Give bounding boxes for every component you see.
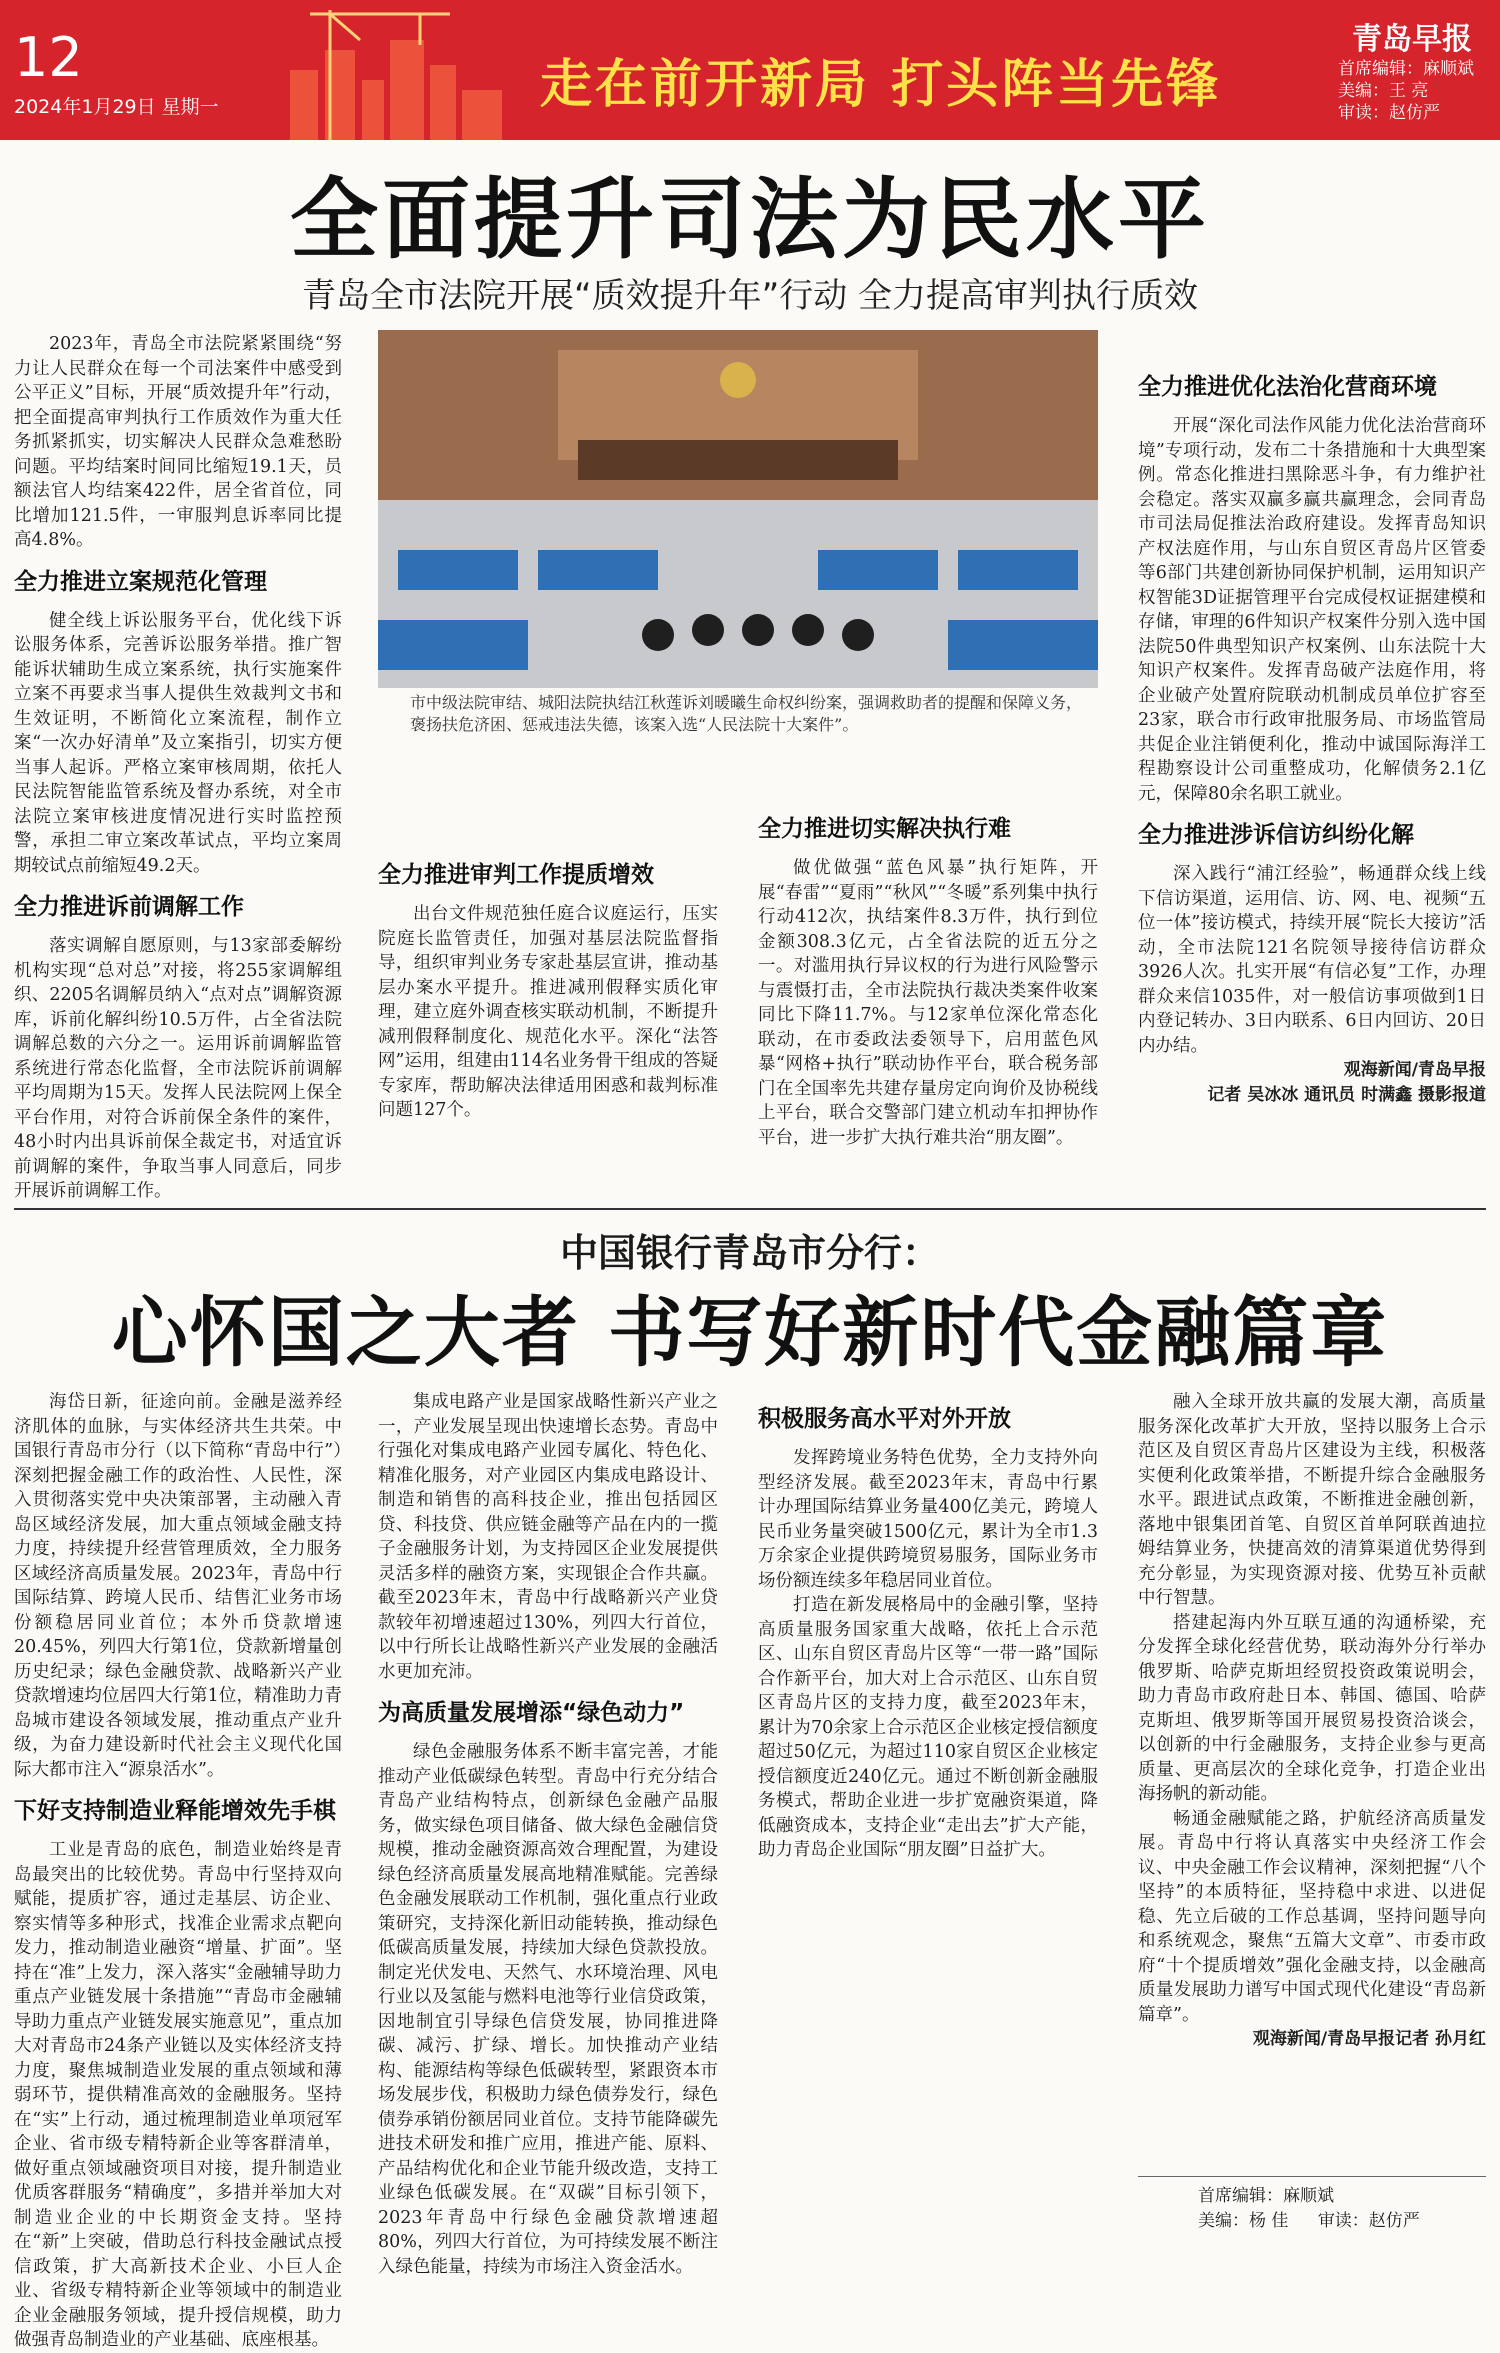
art-editor: 美编：王 亮 bbox=[1338, 81, 1429, 101]
proofreader: 审读：赵仿严 bbox=[1338, 103, 1440, 123]
story-divider bbox=[14, 1208, 1486, 1210]
story2-column-4 bbox=[1138, 1390, 1486, 2160]
story2-sec2-title: 为高质量发展增添“绿色动力” bbox=[378, 1700, 685, 1726]
story1-sec3-text: 出台文件规范独任庭合议庭运行，压实院庭长监管责任，加强对基层法院监督指导，组织审判业务专家赴基层宣讲，推动基层办案水平提升。推进减刑假释实质化审理，建立庭外调查核实联动机制，不断提升减刑假释制度化、规范化水平。深化“法答网”运用，组建由114名业务骨干组成的答疑专家库，帮助解决法律适用困惑和裁判标准问题127个。 bbox=[378, 904, 718, 1120]
story1-sec5-text: 开展“深化司法作风能力优化法治营商环境”专项行动，发布二十条措施和十大典型案例。常态化推进扫黑除恶斗争，有力维护社会稳定。落实双赢多赢共赢理念，会同青岛市司法局促推法治政府建设。发挥青岛知识产权法庭作用，与山东自贸区青岛片区管委等6部门共建创新协同保护机制，运用知识产权智能3D证据管理平台完成侵权证据建模和存储，审理的6件知识产权案件分别入选中国法院50件典型知识产权案例、山东法院十大知识产权案件。发挥青岛破产法庭作用，将企业破产处置府院联动机制成员单位扩容至23家，联合市行政审批服务局、市场监管局共促企业注销便利化，推动中诚国际海洋工程勘察设计公司重整成功，化解债务2.1亿元，保障80余名职工就业。 bbox=[1138, 416, 1486, 804]
newspaper-logo: 青岛早报 bbox=[1352, 22, 1472, 57]
story1-sec2-title: 全力推进诉前调解工作 bbox=[14, 894, 244, 920]
story1-sec1-title: 全力推进立案规范化管理 bbox=[14, 568, 267, 595]
story2-sec3-text: 发挥跨境业务特色优势，全力支持外向型经济发展。截至2023年末，青岛中行累计办理国际结算业务量400亿美元，跨境人民币业务量突破1500亿元，累计为全市1.3万余家企业提供跨境贸易服务，国际业务市场份额连续多年稳居同业首位。 bbox=[758, 1448, 1098, 1591]
courtroom-photo-image bbox=[378, 330, 1098, 688]
story2-sec1-text2: 集成电路产业是国家战略性新兴产业之一，产业发展呈现出快速增长态势。青岛中行强化对集成电路产业园专属化、特色化、精准化服务，对产业园区内集成电路设计、制造和销售的高科技企业，推出包括园区贷、科技贷、供应链金融等产品在内的一揽子金融服务计划，为支持园区企业发展提供灵活多样的融资方案，实现银企合作共赢。截至2023年末，青岛中行战略新兴产业贷款较年初增速超过130%，列四大行首位，以中行所长让战略性新兴产业发展的金融活水更加充沛。 bbox=[378, 1392, 718, 1682]
page-header-banner bbox=[0, 0, 1500, 140]
story2-sec1-text: 工业是青岛的底色，制造业始终是青岛最突出的比较优势。青岛中行坚持双向赋能，提质扩容，通过走基层、访企业、察实情等多种形式，找准企业需求点靶向发力，推动制造业融资“增量、扩面”。坚持在“准”上发力，深入落实“金融辅导助力重点产业链发展十条措施”“青岛市金融辅导助力重点产业链发展实施意见”，重点加大对青岛市24条产业链以及实体经济支持力度，聚焦城制造业发展的重点领域和薄弱环节，提供精准高效的金融服务。坚持在“实”上行动，通过梳理制造业单项冠军企业、省市级专精特新企业等客群清单，做好重点领域融资项目对接，提升制造业优质客群服务“精确度”，多措并举加大对制造业企业的中长期资金支持。坚持在“新”上突破，借助总行科技金融试点授信政策，扩大高新技术企业、小巨人企业、省级专精特新企业等领域中的制造业企业金融服务领域，提升授信规模，助力做强青岛制造业的产业基础、底座根基。 bbox=[14, 1840, 342, 2350]
story2-column-1 bbox=[14, 1390, 342, 2350]
story2-headline: 心怀国之大者 书写好新时代金融篇章 bbox=[111, 1288, 1389, 1377]
story2-sec3-text2: 打造在新发展格局中的金融引擎，坚持高质量服务国家重大战略，依托上合示范区、山东自贸区青岛片区等“一带一路”国际合作新平台，加大对上合示范区、山东自贸区青岛片区的支持力度，截至2023年末，累计为70余家上合示范区企业核定授信额度超过50亿元，为超过110家自贸区企业核定授信额度近240亿元。通过不断创新金融服务模式，帮助企业进一步扩宽融资渠道，降低融资成本，支持企业“走出去”扩大产能，助力青岛企业国际“朋友圈”日益扩大。 bbox=[758, 1595, 1098, 1860]
story1-subhead: 青岛全市法院开展“质效提升年”行动 全力提高审判执行质效 bbox=[301, 276, 1199, 316]
story2-sec3-text5: 畅通金融赋能之路，护航经济高质量发展。青岛中行将认真落实中央经济工作会议、中央金融工作会议精神，深刻把握“八个坚持”的本质特征，坚持稳中求进、以进促稳、先立后破的工作总基调，坚持问题导向和系统观念，聚焦“五篇大文章”、市委市政府“十个提质增效”强化金融支持，以金融高质量发展助力谱写中国式现代化建设“青岛新篇章”。 bbox=[1138, 1808, 1486, 2025]
footer-credits bbox=[1198, 2184, 1420, 2234]
story1-column-3 bbox=[758, 764, 1098, 1150]
story1-column-4 bbox=[1138, 332, 1486, 1108]
story2-lead: 海岱日新，征途向前。金融是滋养经济肌体的血脉，与实体经济共生共荣。中国银行青岛市分行（以下简称“青岛中行”）深刻把握金融工作的政治性、人民性，深入贯彻落实党中央决策部署，主动融入青岛区域经济发展，加大重点领域金融支持力度，持续提升经营管理质效，全力服务区域经济高质量发展。2023年，青岛中行国际结算、跨境人民币、结售汇业务市场份额稳居同业首位；本外币贷款增速20.45%，列四大行第1位，贷款新增量创历史纪录；绿色金融贷款、战略新兴产业贷款增速均位居四大行第1位，精准助力青岛城市建设各领域发展，推动重点产业升级，为奋力建设新时代社会主义现代化国际大都市注入“源泉活水”。 bbox=[14, 1392, 342, 1780]
construction-skyline-illustration bbox=[270, 0, 540, 140]
story2-column-3 bbox=[758, 1390, 1098, 2236]
story1-sec6-text: 深入践行“浦江经验”，畅通群众线上线下信访渠道，运用信、访、网、电、视频“五位一体”接访模式，持续开展“院长大接访”活动，全市法院121名院领导接待信访群众3926人次。扎实开展“有信必复”工作，办理群众来信1035件，对一般信访事项做到1日内登记转办、3日内联系、6日内回访、20日内办结。 bbox=[1138, 864, 1486, 1056]
story1-sec4-text: 做优做强“蓝色风暴”执行矩阵，开展“春雷”“夏雨”“秋风”“冬暖”系列集中执行行动412次，执结案件8.3万件，执行到位金额308.3亿元，占全省法院的近五分之一。对滥用执行异议权的行为进行风险警示与震慑打击，全市法院执行裁决类案件收案同比下降11.7%。与12家单位深化常态化联动，在市委政法委领导下，启用蓝色风暴“网格+执行”联动协作平台，联合税务部门在全国率先共建存量房定向询价及协税线上平台，联合交警部门建立机动车扣押协作平台，进一步扩大执行难共治“朋友圈”。 bbox=[758, 858, 1098, 1148]
story1-byline-outlet: 观海新闻/青岛早报 bbox=[1343, 1060, 1486, 1080]
story2-sec2-text: 绿色金融服务体系不断丰富完善，才能推动产业低碳绿色转型。青岛中行充分结合青岛产业结构特点，创新绿色金融产品服务，做实绿色项目储备、做大绿色金融信贷规模，推动金融资源高效合理配置，为建设绿色经济高质量发展高地精准赋能。完善绿色金融发展联动工作机制，强化重点行业政策研究，支持深化新旧动能转换，推动绿色低碳高质量发展，持续加大绿色贷款投放。制定光伏发电、天然气、水环境治理、风电行业以及氢能与燃料电池等行业信贷政策，因地制宜引导绿色信贷发展，协同推进降碳、减污、扩绿、增长。加快推动产业结构、能源结构等绿色低碳转型，紧跟资本市场发展步伐，积极助力绿色债券发行，绿色债券承销份额居同业首位。支持节能降碳先进技术研发和推广应用，推进产能、原料、产品结构优化和企业节能升级改造，支持工业绿色低碳发展。在“双碳”目标引领下，2023年青岛中行绿色金融贷款增速超80%，列四大行首位，为可持续发展不断注入绿色能量，持续为市场注入资金活水。 bbox=[378, 1742, 718, 2277]
story1-column-2 bbox=[378, 764, 718, 1123]
story2-byline: 观海新闻/青岛早报记者 孙月红 bbox=[1252, 2029, 1486, 2049]
story1-column-1 bbox=[14, 332, 342, 1201]
story1-sec3-title: 全力推进审判工作提质增效 bbox=[378, 862, 654, 888]
banner-slogan: 走在前开新局 打头阵当先锋 bbox=[540, 55, 1222, 115]
story2-sec1-title: 下好支持制造业释能增效先手棋 bbox=[14, 1798, 336, 1824]
story1-sec6-title: 全力推进涉诉信访纠纷化解 bbox=[1138, 822, 1414, 848]
story1-sec4-title: 全力推进切实解决执行难 bbox=[758, 816, 1011, 842]
story1-sec2-text: 落实调解自愿原则，与13家部委解纷机构实现“总对总”对接，将255家调解组织、2205名调解员纳入“点对点”调解资源库，诉前化解纠纷10.5万件，占全省法院调解总数的六分之一。运用诉前调解监管系统进行常态化监督，全市法院诉前调解平均周期为15天。发挥人民法院网上保全平台作用，对符合诉前保全条件的案件，48小时内出具诉前保全裁定书，对适宜诉前调解的案件，争取当事人同意后，同步开展诉前调解工作。 bbox=[14, 936, 342, 1201]
story1-headline: 全面提升司法为民水平 bbox=[289, 168, 1210, 271]
photo-caption: 市中级法院审结、城阳法院执结江秋莲诉刘暖曦生命权纠纷案，强调救助者的提醒和保障义务，褒扬扶危济困、惩戒违法失德，该案入选“人民法院十大案件”。 bbox=[410, 693, 1083, 734]
story1-sec1-text: 健全线上诉讼服务平台，优化线下诉讼服务体系，完善诉讼服务举措。推广智能诉状辅助生成立案系统，执行实施案件立案不再要求当事人提供生效裁判文书和生效证明，不断简化立案流程，制作立案“一次办好清单”及立案指引，切实方便当事人起诉。严格立案审核周期，依托人民法院智能监管系统及督办系统，对全市法院立案审核进度情况进行实时监控预警，承担二审立案改革试点，平均立案周期较试点前缩短49.2天。 bbox=[14, 610, 342, 876]
story2-sec3-title: 积极服务高水平对外开放 bbox=[758, 1406, 1011, 1432]
page-number: 12 bbox=[14, 26, 83, 89]
header-credits bbox=[1338, 58, 1474, 124]
story1-lead: 2023年，青岛全市法院紧紧围绕“努力让人民群众在每一个司法案件中感受到公平正义”目标，开展“质效提升年”行动，把全面提高审判执行工作质效作为重大任务抓紧抓实，切实解决人民群众急难愁盼问题。平均结案时间同比缩短19.1天，员额法官人均结案422件，居全省首位，同比增加121.5件，一审服判息诉率同比提高4.8%。 bbox=[14, 334, 342, 550]
story2-sec3-text4: 搭建起海内外互联互通的沟通桥梁，充分发挥全球化经营优势，联动海外分行举办俄罗斯、哈萨克斯坦经贸投资政策说明会，助力青岛市政府赴日本、韩国、德国、哈萨克斯坦、俄罗斯等国开展贸易投资洽谈会，以创新的中行金融服务，支持企业参与更高质量、更高层次的全球化竞争，打造企业出海扬帆的新动能。 bbox=[1138, 1612, 1486, 1804]
story1-byline-reporters: 记者 吴冰冰 通讯员 时满鑫 摄影报道 bbox=[1207, 1085, 1486, 1105]
story2-sec3-text3: 融入全球开放共赢的发展大潮，高质量服务深化改革扩大开放，坚持以服务上合示范区及自贸区青岛片区建设为主线，积极落实便利化政策举措，不断提升综合金融服务水平。跟进试点政策，不断推进金融创新，落地中银集团首笔、自贸区首单阿联酋迪拉姆结算业务，快捷高效的清算渠道优势得到充分彰显，为实现资源对接、优势互补贡献中行智慧。 bbox=[1138, 1392, 1486, 1608]
footer-proofreader: 审读：赵仿严 bbox=[1317, 2211, 1420, 2231]
story1-sec5-title: 全力推进优化法治化营商环境 bbox=[1138, 374, 1437, 400]
footer-rule bbox=[1138, 2176, 1486, 2177]
footer-art-editor: 美编：杨 佳 bbox=[1198, 2211, 1289, 2231]
issue-date: 2024年1月29日 星期一 bbox=[14, 96, 219, 118]
story2-kicker: 中国银行青岛市分行： bbox=[559, 1230, 940, 1275]
courtroom-photo bbox=[378, 330, 1098, 688]
chief-editor: 首席编辑：麻顺斌 bbox=[1338, 59, 1474, 79]
footer-chief-editor: 首席编辑：麻顺斌 bbox=[1198, 2186, 1334, 2206]
story2-column-2 bbox=[378, 1390, 718, 2277]
